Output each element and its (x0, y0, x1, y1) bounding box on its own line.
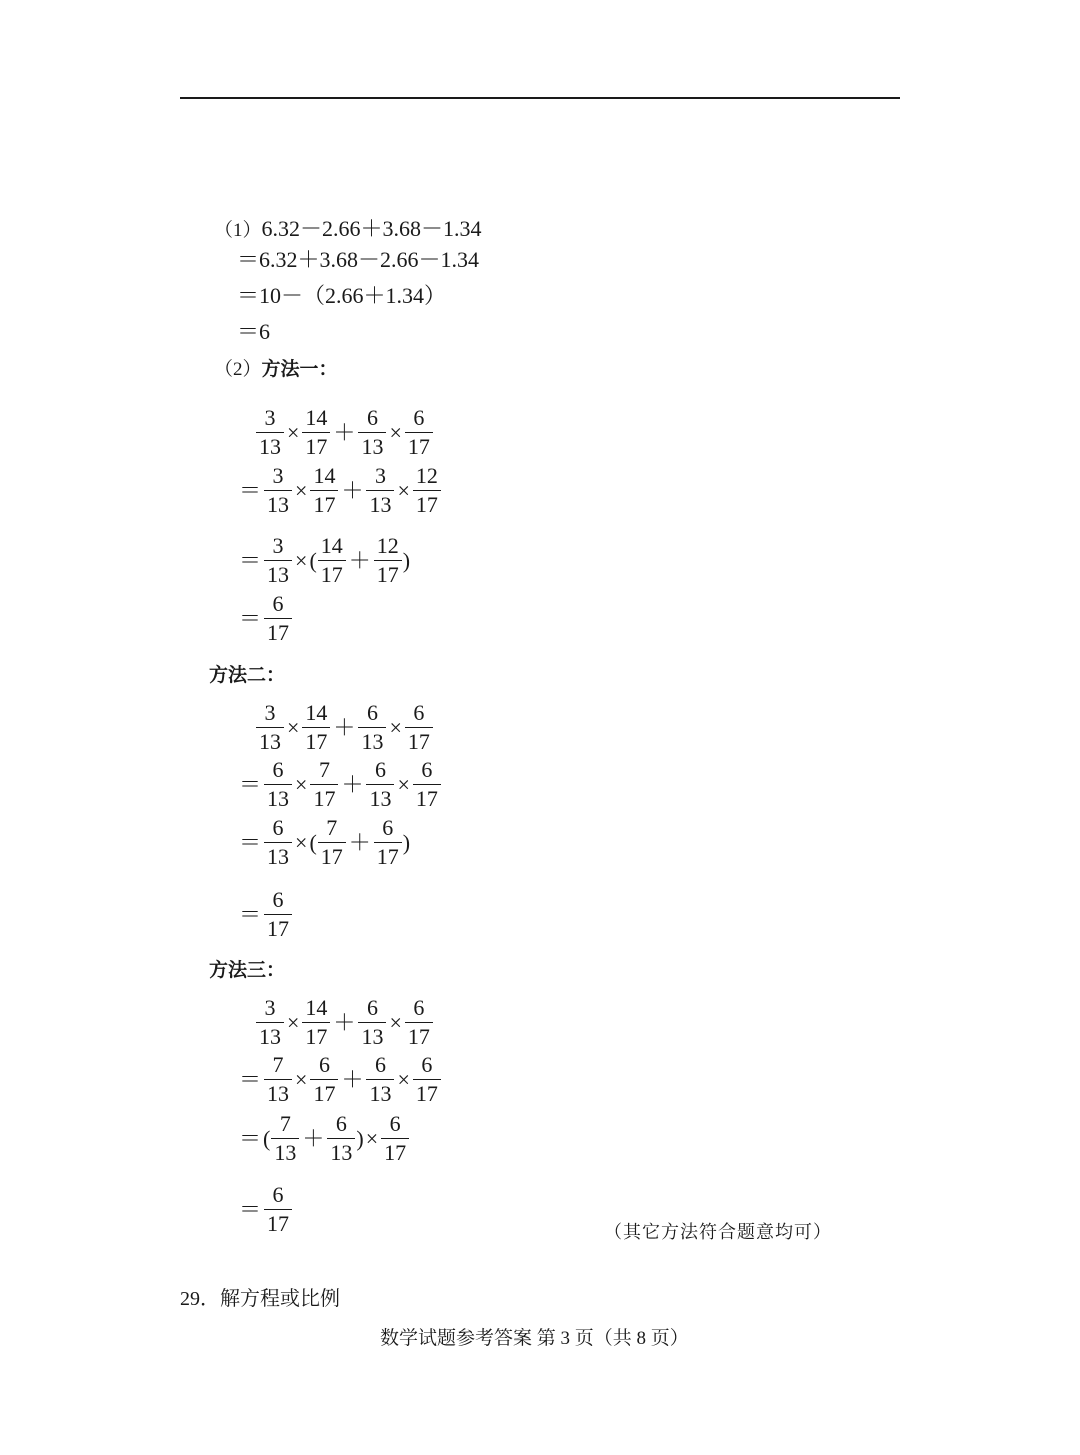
fraction: $\frac{7}{13}$ (271, 1110, 299, 1167)
part1-line-1 (214, 216, 482, 244)
part1-label-text: （1） (214, 220, 262, 241)
method1-title: 方法一： (261, 359, 338, 380)
fraction: $\frac{6}{17}$ (264, 886, 292, 943)
fraction: $\frac{6}{17}$ (264, 590, 292, 647)
fraction: $\frac{6}{13}$ (358, 994, 386, 1051)
other-methods-note: （其它方法符合题意均可） (604, 1222, 832, 1242)
part1-line-2: ＝6.32＋3.68－2.66－1.34 (237, 247, 480, 272)
fraction: $\frac{14}{17}$ (302, 404, 330, 461)
fraction: $\frac{6}{17}$ (374, 814, 402, 871)
fraction: $\frac{3}{13}$ (366, 462, 394, 519)
fraction: $\frac{3}{13}$ (256, 699, 284, 756)
part1-line-4: ＝6 (237, 319, 271, 344)
fraction: $\frac{7}{17}$ (318, 814, 346, 871)
fraction: $\frac{6}{17}$ (264, 1181, 292, 1238)
part1-expression: 6.32－2.66＋3.68－1.34 (261, 216, 482, 241)
fraction: $\frac{12}{17}$ (413, 462, 441, 519)
method3-line-4: ＝ $\frac{6}{17}$ (237, 1181, 293, 1238)
page-footer: 数学试题参考答案 第 3 页（共 8 页） (380, 1328, 689, 1349)
method3-title: 方法三： (209, 960, 286, 981)
fraction: $\frac{7}{13}$ (264, 1051, 292, 1108)
fraction: $\frac{6}{17}$ (413, 1051, 441, 1108)
fraction: $\frac{6}{17}$ (405, 699, 433, 756)
fraction: $\frac{6}{17}$ (413, 756, 441, 813)
fraction: $\frac{3}{13}$ (264, 462, 292, 519)
fraction: $\frac{3}{13}$ (256, 994, 284, 1051)
fraction: $\frac{3}{13}$ (264, 532, 292, 589)
fraction: $\frac{6}{13}$ (366, 1051, 394, 1108)
fraction: $\frac{6}{13}$ (327, 1110, 355, 1167)
method3-line-2: ＝ $\frac{7}{13}$ × $\frac{6}{17}$ ＋ $\frac{6}{13}$ × $\frac{6}{17}$ (237, 1051, 442, 1108)
method2-line-3: ＝ $\frac{6}{13}$ × ( $\frac{7}{17}$ ＋ $\frac{6}{17}$ ) (239, 815, 411, 869)
fraction: $\frac{6}{17}$ (310, 1051, 338, 1108)
fraction: $\frac{6}{17}$ (405, 404, 433, 461)
method3-line-3: ＝ ( $\frac{7}{13}$ ＋ $\frac{6}{13}$ ) × $\frac{6}{17}$ (237, 1110, 410, 1167)
fraction: $\frac{3}{13}$ (256, 404, 284, 461)
question-29-heading: 29．解方程或比例 (180, 1288, 340, 1310)
fraction: $\frac{6}{17}$ (381, 1110, 409, 1167)
fraction: $\frac{14}{17}$ (302, 699, 330, 756)
fraction: $\frac{7}{17}$ (310, 756, 338, 813)
fraction: $\frac{6}{17}$ (405, 994, 433, 1051)
method2-line-2: ＝ $\frac{6}{13}$ × $\frac{7}{17}$ ＋ $\frac{6}{13}$ × $\frac{6}{17}$ (237, 756, 442, 813)
fraction: $\frac{6}{13}$ (264, 814, 292, 871)
method1-line-1: $\frac{3}{13}$ × $\frac{14}{17}$ ＋ $\frac{6}{13}$ × $\frac{6}{17}$ (255, 404, 434, 461)
method1-line-3: ＝ $\frac{3}{13}$ × ( $\frac{14}{17}$ ＋ $\frac{12}{17}$ ) (239, 533, 411, 587)
fraction: $\frac{6}{13}$ (264, 756, 292, 813)
method2-line-1: $\frac{3}{13}$ × $\frac{14}{17}$ ＋ $\frac{6}{13}$ × $\frac{6}{17}$ (255, 699, 434, 756)
part2-heading (214, 355, 338, 383)
part2-label: （2） (214, 359, 262, 380)
fraction: $\frac{14}{17}$ (302, 994, 330, 1051)
fraction: $\frac{14}{17}$ (318, 532, 346, 589)
fraction: $\frac{14}{17}$ (310, 462, 338, 519)
fraction: $\frac{12}{17}$ (374, 532, 402, 589)
method3-line-1: $\frac{3}{13}$ × $\frac{14}{17}$ ＋ $\frac{6}{13}$ × $\frac{6}{17}$ (255, 994, 434, 1051)
part1-line-3: ＝10－（2.66＋1.34） (237, 283, 447, 308)
fraction: $\frac{6}{13}$ (358, 699, 386, 756)
header-rule (180, 97, 900, 99)
fraction: $\frac{6}{13}$ (366, 756, 394, 813)
method1-line-4: ＝ $\frac{6}{17}$ (237, 590, 293, 647)
fraction: $\frac{6}{13}$ (358, 404, 386, 461)
method1-line-2: ＝ $\frac{3}{13}$ × $\frac{14}{17}$ ＋ $\frac{3}{13}$ × $\frac{12}{17}$ (237, 462, 442, 519)
method2-line-4: ＝ $\frac{6}{17}$ (237, 886, 293, 943)
method2-title: 方法二： (209, 665, 286, 686)
